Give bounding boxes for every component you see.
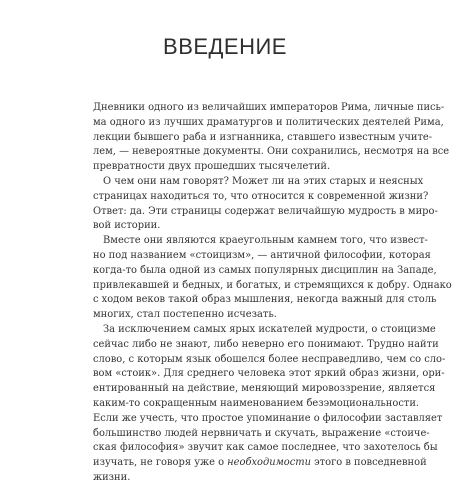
text-line: большинство людей нервничать и скучать, выражение «стоиче-: [93, 427, 430, 439]
text-line: сейчас либо не знают, либо неверно его понимают. Трудно найти: [93, 338, 439, 350]
text-line: О чем они нам говорят? Может ли на этих старых и неясных: [103, 175, 424, 187]
text-line: ентированный на действие, меняющий мировоззрение, является: [93, 383, 436, 395]
paragraph: [93, 323, 446, 486]
text-line: жизни.: [93, 471, 131, 483]
text-line: Вместе они являются краеугольным камнем того, что извест-: [103, 235, 428, 247]
body-text: [93, 101, 452, 486]
paragraph: [93, 175, 438, 234]
text-line: с ходом веков такой образ мышления, некогда важный для столь: [93, 294, 437, 306]
text-line: когда-то была одной из самых популярных дисциплин на Западе,: [93, 264, 437, 276]
paragraph: [93, 234, 452, 323]
text-line: Ответ: да. Эти страницы содержат величайшую мудрость в миро-: [93, 205, 438, 217]
text-line: ма одного из лучших драматургов и политических деятелей Рима,: [93, 116, 444, 128]
text-line: многих, стал постепенно исчезать.: [93, 309, 277, 321]
text-line: привлекавшей и бедных, и богатых, и стремящихся к добру. Однако: [93, 279, 452, 291]
text-line: Дневники одного из величайших императоров Рима, личные пись-: [93, 102, 445, 113]
text-line: лем, — невероятные документы. Они сохранились, несмотря на все: [93, 146, 450, 158]
paragraph: [93, 101, 450, 175]
chapter-title: ВВЕДЕНИЕ: [163, 34, 287, 59]
text-line: лекции бывшего раба и изгнанника, ставшего известным учите-: [93, 131, 433, 143]
text-line: вом «стоик». Для среднего человека этот яркий образ жизни, ори-: [93, 368, 445, 380]
text-line: слово, с которым язык обошелся более несправедливо, чем со сло-: [93, 353, 446, 365]
text-line: но под названием «стоицизм», — античной философии, которая: [93, 249, 431, 261]
text-line: Если же учесть, что простое упоминание о философии заставляет: [93, 412, 443, 424]
text-line: изучать, не говоря уже о необходимости этого в повседневной: [93, 457, 427, 469]
text-line: страницах находиться то, что относится к современной жизни?: [93, 190, 429, 202]
emphasis: необходимости: [227, 457, 311, 469]
text-line: превратности двух прошедших тысячелетий.: [93, 161, 331, 173]
text-line: За исключением самых ярых искателей мудрости, о стоицизме: [103, 323, 436, 335]
text-line: вой истории.: [93, 220, 161, 232]
text-line: каким-то сокращенным наименованием безэмоциональности.: [93, 397, 420, 409]
text-line: ская философия» звучит как самое последнее, что захотелось бы: [93, 442, 438, 454]
